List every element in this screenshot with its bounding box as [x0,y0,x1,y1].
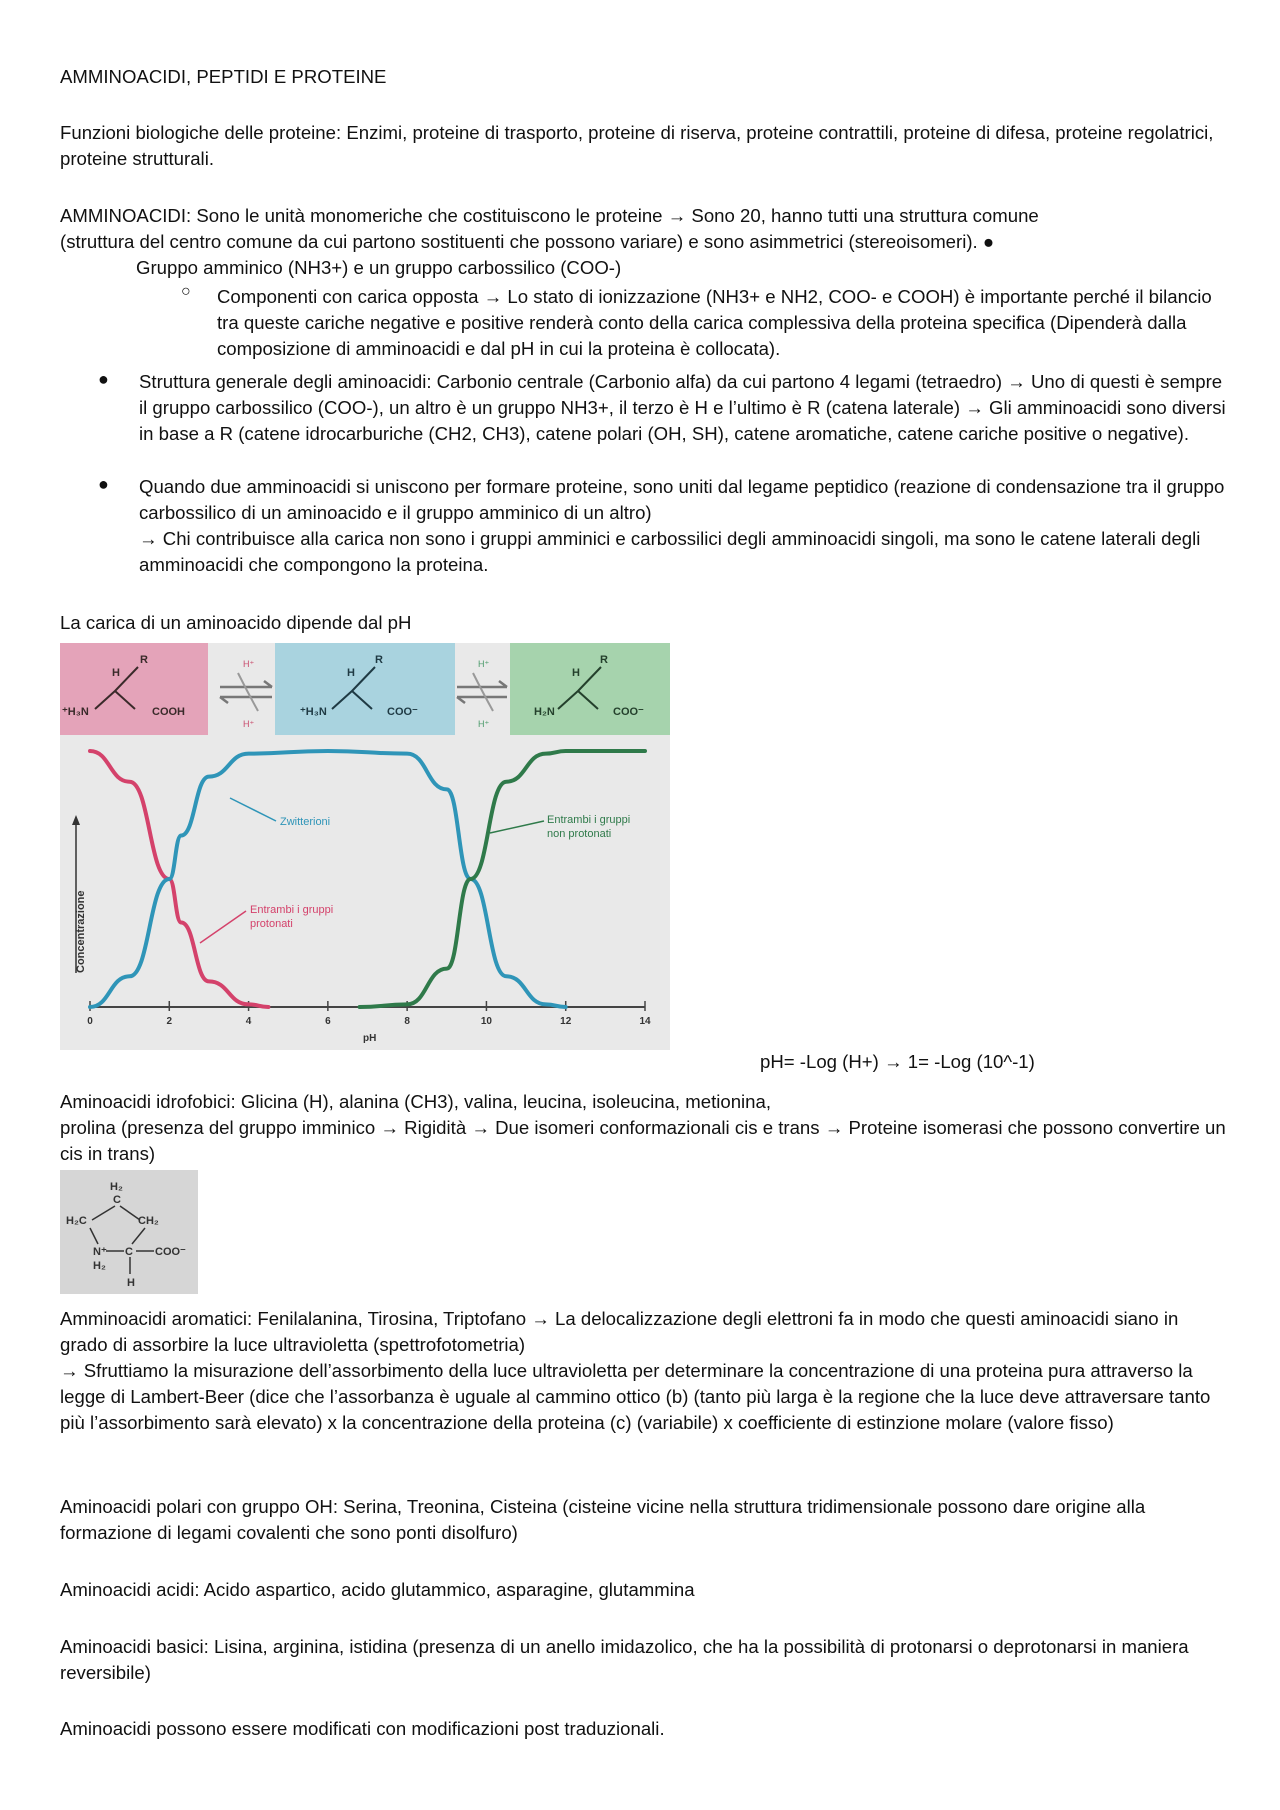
ionization-figure [60,643,670,1050]
paragraph-acidi: Aminoacidi acidi: Acido aspartico, acido glutammico, asparagine, glutammina [60,1579,695,1600]
paragraph-modificati: Aminoacidi possono essere modificati con modificazioni post traduzionali. [60,1718,665,1739]
paragraph-funzioni: Funzioni biologiche delle proteine: Enzimi, proteine di trasporto, proteine di riserva, proteine contrattili, proteine di difesa, proteine regolatrici, proteine strutturali. [60,122,1214,169]
paragraph-gruppo: Gruppo amminico (NH3+) e un gruppo carbossilico (COO-) [136,257,622,278]
species-left-group: ⁺H₃N [62,706,89,718]
x-tick-label: 10 [480,1016,492,1027]
bullet-marker: ● [98,474,109,494]
paragraph-idrofobici-line2: prolina (presenza del gruppo imminico → Rigidità → Due isomeri conformazionali cis e trans → Proteine isomerasi che possono convertire un cis in trans) [60,1117,1226,1164]
y-axis-label: Concentrazione [75,890,87,973]
label-zwitterioni: Zwitterioni [280,816,331,828]
x-tick-label: 6 [325,1016,331,1027]
x-tick-label: 12 [560,1016,572,1027]
paragraph-idrofobici-line1: Aminoacidi idrofobici: Glicina (H), alanina (CH3), valina, leucina, isoleucina, metionina, [60,1091,772,1112]
label-protonati-1: Entrambi i gruppi [250,904,334,916]
x-tick-label: 8 [404,1016,410,1027]
x-tick-label: 2 [166,1016,173,1027]
panel-protonated [60,643,208,735]
eq-top-label: H⁺ [478,659,490,669]
paragraph-componenti: Componenti con carica opposta → Lo stato di ionizzazione (NH3+ e NH2, COO- e COOH) è importante perché il bilancio tra queste cariche negative e positive renderà conto della carica complessiva della proteina specifica (Dipenderà dalla composizione di amminoacidi e dal pH in cui la proteina è collocata). [217,286,1212,359]
species-r: R [375,654,383,666]
label-non-protonati-2: non protonati [547,828,612,840]
species-h: H [112,667,120,679]
doc-title: AMMINOACIDI, PEPTIDI E PROTEINE [60,66,387,87]
paragraph-lambert-beer: → Sfruttiamo la misurazione dell’assorbimento della luce ultravioletta per determinare la concentrazione di una proteina pura attraverso la legge di Lambert-Beer (dice che l’assorbanza è uguale al cammino ottico (b) (tanto più larga è la regione che la luce deve attraversare tanto più l’assorbimento sarà elevato) x la concentrazione della proteina (c) (variabile) x coefficiente di estinzione molare (valore fisso) [60,1360,1211,1433]
x-tick-label: 4 [245,1016,252,1027]
paragraph-legame: Quando due amminoacidi si uniscono per formare proteine, sono uniti dal legame peptidico (reazione di condensazione tra il gruppo carbossilico di un aminoacido e il gruppo amminico di un altro) [139,476,1225,523]
panel-deprotonated [510,643,670,735]
species-r: R [140,654,148,666]
label-protonati-2: protonati [250,918,293,930]
eq-bottom-label: H⁺ [243,719,255,729]
eq-bottom-label: H⁺ [478,719,490,729]
species-right-group: COO⁻ [387,706,418,718]
species-left-group: ⁺H₃N [300,706,327,718]
species-h: H [347,667,355,679]
paragraph-amminoacidi-line1: AMMINOACIDI: Sono le unità monomeriche che costituiscono le proteine → Sono 20, hanno tutti una struttura comune [60,205,1039,226]
proline-n: N⁺ [93,1246,107,1258]
proline-coo: COO⁻ [155,1246,186,1258]
proline-h: H [127,1277,135,1289]
x-tick-label: 14 [639,1016,651,1027]
proline-h2c: H₂C [66,1215,87,1227]
ph-formula: pH= -Log (H+) → 1= -Log (10^-1) [760,1050,1035,1072]
paragraph-aromatici: Amminoacidi aromatici: Fenilalanina, Tirosina, Triptofano → La delocalizzazione degli elettroni fa in modo che questi aminoacidi siano in grado di assorbire la luce ultravioletta (spettrofotometria) [60,1308,1179,1355]
species-r: R [600,654,608,666]
paragraph-carica-ph: La carica di un aminoacido dipende dal pH [60,612,412,633]
paragraph-amminoacidi-line2: (struttura del centro comune da cui partono sostituenti che possono variare) e sono asimmetrici (stereoisomeri). ● [60,231,995,252]
paragraph-polari: Aminoacidi polari con gruppo OH: Serina, Treonina, Cisteina (cisteine vicine nella struttura tridimensionale possono dare origine alla formazione di legami covalenti che sono ponti disolfuro) [60,1496,1146,1543]
proline-background [60,1170,198,1294]
sub-bullet-marker: ○ [181,283,191,300]
proline-ch2: CH₂ [138,1215,159,1227]
species-left-group: H₂N [534,706,555,718]
proline-h2-top: H₂ [110,1181,123,1193]
paragraph-struttura: Struttura generale degli aminoacidi: Carbonio centrale (Carbonio alfa) da cui partono 4 legami (tetraedro) → Uno di questi è sempre il gruppo carbossilico (COO-), un altro è un gruppo NH3+, il terzo è H e l’ultimo è R (catena laterale) → Gli amminoacidi sono diversi in base a R (catene idrocarburiche (CH2, CH3), catene polari (OH, SH), catene aromatiche, catene cariche positive o negative). [139,371,1226,444]
species-right-group: COOH [152,706,185,718]
paragraph-carica-contrib: → Chi contribuisce alla carica non sono i gruppi amminici e carbossilici degli amminoacidi singoli, ma sono le catene laterali degli amminoacidi che compongono la proteina. [139,528,1201,575]
eq-top-label: H⁺ [243,659,255,669]
label-non-protonati-1: Entrambi i gruppi [547,814,631,826]
species-right-group: COO⁻ [613,706,644,718]
x-tick-label: 0 [87,1016,93,1027]
panel-zwitterion [275,643,455,735]
species-h: H [572,667,580,679]
proline-h2-bottom: H₂ [93,1260,106,1272]
paragraph-basici: Aminoacidi basici: Lisina, arginina, istidina (presenza di un anello imidazolico, che ha la possibilità di protonarsi o deprotonarsi in maniera reversibile) [60,1636,1189,1683]
proline-structure [60,1170,198,1294]
bullet-marker: ● [98,369,109,389]
proline-c: C [125,1246,133,1258]
proline-c-top: C [113,1194,121,1206]
x-axis-label: pH [363,1033,377,1044]
